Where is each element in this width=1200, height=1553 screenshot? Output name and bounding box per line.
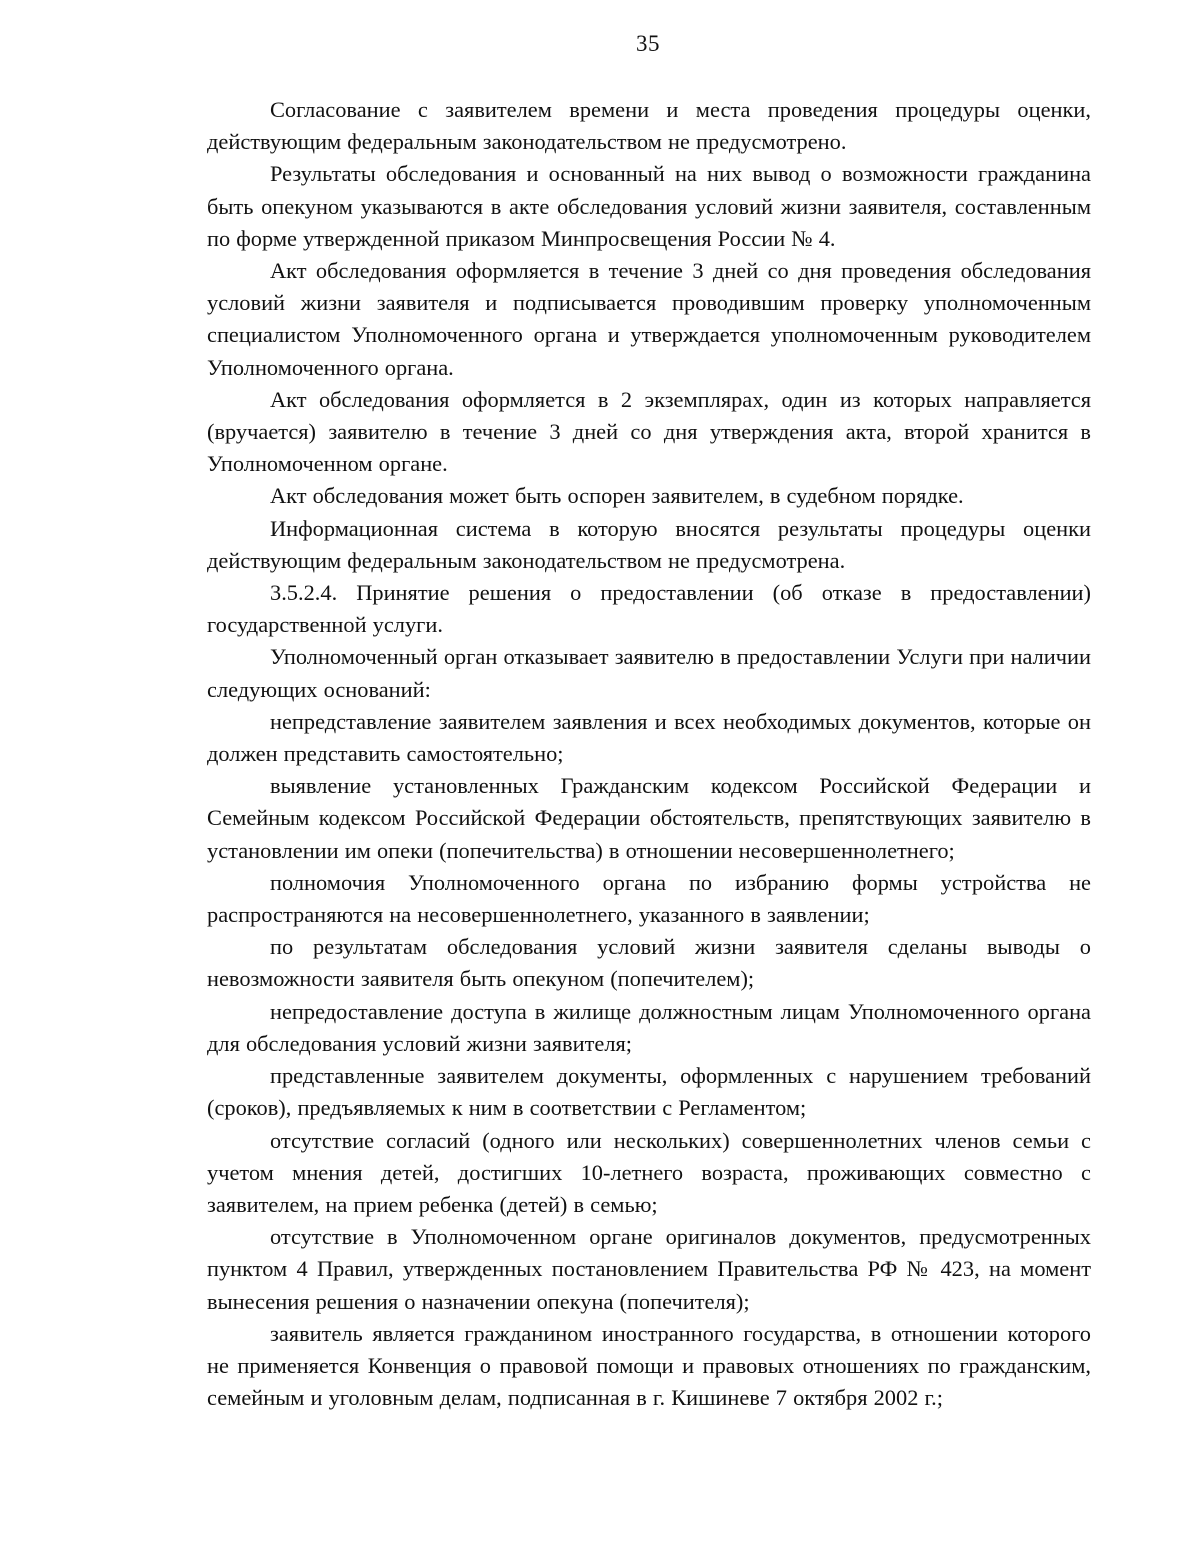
paragraph-act-appeal: Акт обследования может быть оспорен заявителем, в судебном порядке. xyxy=(270,483,964,509)
list-item-ground-9: заявитель является гражданином иностранного государства, в отношении которого не применяется Конвенция о правовой помощи и правовых отношениях по гражданским, семейным и уголовным делам, подписанная в г. Кишиневе 7 октября 2002 г.; xyxy=(207,1320,1091,1411)
list-item-ground-1: непредставление заявителем заявления и всех необходимых документов, которые он должен представить самостоятельно; xyxy=(207,708,1091,767)
list-item-ground-8: отсутствие в Уполномоченном органе оригиналов документов, предусмотренных пунктом 4 Правил, утвержденных постановлением Правительства РФ № 423, на момент вынесения решения о назначении опекуна (попечителя); xyxy=(207,1224,1091,1314)
list-item-ground-6: представленные заявителем документы, оформленных с нарушением требований (сроков), предъявляемых к ним в соответствии с Регламентом; xyxy=(207,1063,1091,1121)
paragraph-act-drafting: Акт обследования оформляется в течение 3 дней со дня проведения обследования условий жизни заявителя и подписывается проводившим проверку уполномоченным специалистом Уполномоченного органа и утверждается уполномоченным руководителем Уполномоченного органа. xyxy=(207,258,1091,380)
paragraph-section-3-5-2-4: 3.5.2.4. Принятие решения о предоставлении (об отказе в предоставлении) государственной услуги. xyxy=(207,580,1091,638)
list-item-ground-2: выявление установленных Гражданским кодексом Российской Федерации и Семейным кодексом Российской Федерации обстоятельств, препятствующих заявителю в установлении им опеки (попечительства) в отношении несовершеннолетнего; xyxy=(207,773,1091,863)
page-number-text: 35 xyxy=(636,31,660,56)
document-body xyxy=(207,94,1091,1414)
list-item-ground-7: отсутствие согласий (одного или нескольких) совершеннолетних членов семьи с учетом мнения детей, достигших 10-летнего возраста, проживающих совместно с заявителем, на прием ребенка (детей) в семью; xyxy=(207,1127,1091,1217)
list-item-ground-3: полномочия Уполномоченного органа по избранию формы устройства не распространяются на несовершеннолетнего, указанного в заявлении; xyxy=(207,869,1091,928)
paragraph-information-system: Информационная система в которую вносятся результаты процедуры оценки действующим федеральным законодательством не предусмотрена. xyxy=(207,515,1091,573)
list-item-ground-4: по результатам обследования условий жизни заявителя сделаны выводы о невозможности заявителя быть опекуном (попечителем); xyxy=(207,934,1091,992)
paragraph-act-copies: Акт обследования оформляется в 2 экземплярах, один из которых направляется (вручается) заявителю в течение 3 дней со дня утверждения акта, второй хранится в Уполномоченном органе. xyxy=(207,386,1091,477)
list-item-ground-5: непредоставление доступа в жилище должностным лицам Уполномоченного органа для обследования условий жизни заявителя; xyxy=(207,998,1091,1056)
paragraph-refusal-grounds-intro: Уполномоченный орган отказывает заявителю в предоставлении Услуги при наличии следующих оснований: xyxy=(207,644,1091,702)
page-number xyxy=(0,26,1200,62)
paragraph-coordination: Согласование с заявителем времени и места проведения процедуры оценки, действующим федеральным законодательством не предусмотрено. xyxy=(207,97,1091,155)
paragraph-inspection-results: Результаты обследования и основанный на них вывод о возможности гражданина быть опекуном указываются в акте обследования условий жизни заявителя, составленным по форме утвержденной приказом Минпросвещения России № 4. xyxy=(207,161,1091,251)
